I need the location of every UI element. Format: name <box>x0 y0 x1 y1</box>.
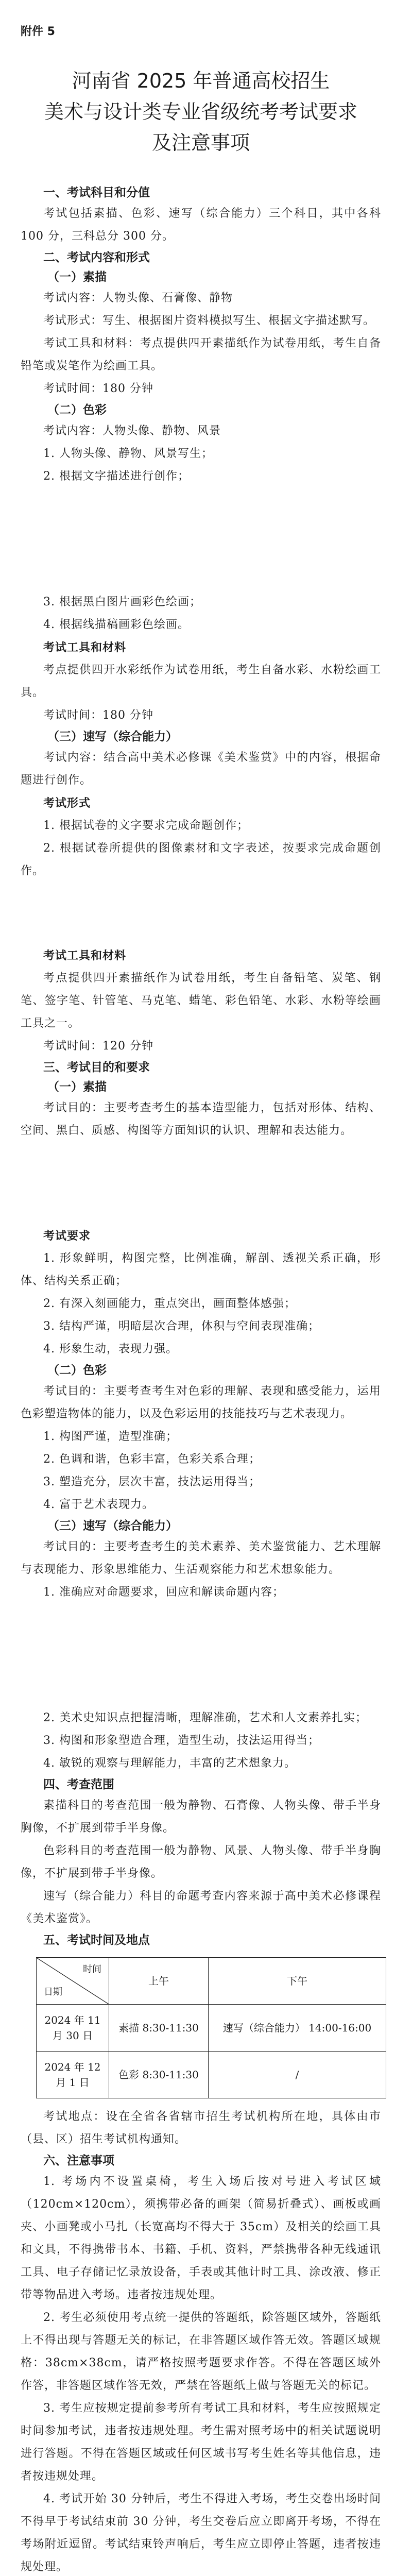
row2-date: 2024 年 12 月 1 日 <box>37 2052 109 2098</box>
title-line-3: 及注意事项 <box>151 131 250 154</box>
sec3-sketch-item-2: 2. 有深入刻画能力，重点突出，画面整体感强； <box>43 1297 296 1310</box>
sec2-sketch-form: 考试形式：写生、根据图片资料模拟写生、根据文字描述默写。 <box>43 314 375 327</box>
sec2-croquis-heading: （三）速写（综合能力） <box>47 730 178 743</box>
sec3-croquis-item-1: 1. 准确应对命题要求，回应和解读命题内容； <box>43 1586 284 1599</box>
sec3-sketch-item-4: 4. 形象生动，表现力强。 <box>43 1343 178 1355</box>
sec2-color-item-4: 4. 根据线描稿画彩色绘画。 <box>43 618 190 631</box>
section-1-heading: 一、考试科目和分值 <box>43 186 150 199</box>
section-3-heading: 三、考试目的和要求 <box>43 1061 150 1074</box>
corner-date-label: 日期 <box>44 1987 62 1997</box>
row2-pm: / <box>209 2052 386 2098</box>
sec2-croquis-time: 考试时间：120 分钟 <box>43 1040 153 1053</box>
row1-am: 素描 8:30-11:30 <box>109 2005 209 2052</box>
sec5-location: 考试地点：设在全省各省辖市招生考试机构所在地，具体由市（县、区）招生考试机构通知。 <box>21 2110 381 2146</box>
section-2-heading: 二、考试内容和形式 <box>43 251 150 264</box>
sec4-croquis: 速写（综合能力）科目的命题考查内容来源于高中美术必修课程《美术鉴赏》。 <box>21 1890 381 1925</box>
title-line-2: 美术与设计类专业省级统考考试要求 <box>44 100 357 123</box>
sec3-croquis-item-4: 4. 敏锐的观察与理解能力，丰富的艺术想象力。 <box>43 1757 296 1770</box>
exam-schedule-table <box>36 1957 386 2098</box>
sec6-item-3: 3. 考生应按规定提前参考所有考试工具和材料，考生应按照规定时间参加考试，违者按违规处理。考生需对照考场中的相关试题说明进行答题。不得在答题区域或任何区域书写考生姓名等其他信息，违者按违规处理。 <box>21 2402 381 2483</box>
section-5-heading: 五、考试时间及地点 <box>43 1934 150 1947</box>
sec3-color-heading: （二）色彩 <box>47 1364 107 1377</box>
sec2-croquis-tools: 考点提供四开素描纸作为试卷用纸，考生自备铅笔、炭笔、钢笔、签字笔、针管笔、马克笔、蜡笔、彩色铅笔、水彩、水粉等绘画工具之一。 <box>21 972 381 1030</box>
title-line-1: 河南省 2025 年普通高校招生 <box>72 70 330 92</box>
sec2-color-content: 考试内容：人物头像、静物、风景 <box>43 425 221 437</box>
row2-am: 色彩 8:30-11:30 <box>109 2052 209 2098</box>
sec6-item-1: 1. 考场内不设置桌椅，考生入场后按对号进入考试区域（120cm×120cm），须携带必备的画架（简易折叠式）、画板或画夹、小画凳或小马扎（长宽高均不得大于 35cm）及相关的绘画工具和文具，不得携带书本、书籍、手机、资料，严禁携带各种无线通讯工具、电子存储记忆录放设备，手表或其他计时工具、涂改液、修正带等物品进入考场。违者按违规处理。 <box>21 2175 381 2301</box>
table-corner-cell <box>37 1958 109 2005</box>
section-4-heading: 四、考查范围 <box>43 1778 114 1791</box>
sec3-color-item-2: 2. 色调和谐，色彩丰富，色彩关系合理； <box>43 1453 261 1466</box>
sec2-color-item-3: 3. 根据黑白图片画彩色绘画； <box>43 596 201 608</box>
sec2-sketch-tools: 考试工具和材料：考点提供四开素描纸作为试卷用纸，考生自备铅笔或炭笔作为绘画工具。 <box>21 337 381 372</box>
sec2-sketch-content: 考试内容：人物头像、石膏像、静物 <box>43 292 233 304</box>
sec3-color-purpose: 考试目的：主要考查考生对色彩的理解、表现和感受能力，运用色彩塑造物体的能力，以及色彩运用的技能技巧与艺术表现力。 <box>21 1385 381 1420</box>
sec4-sketch: 素描科目的考查范围一般为静物、石膏像、人物头像、带手半身胸像，不扩展到带手半身像。 <box>21 1799 381 1835</box>
sec2-croquis-tools-label: 考试工具和材料 <box>43 949 127 962</box>
sec2-sketch-heading: （一）素描 <box>47 270 107 284</box>
sec2-color-heading: （二）色彩 <box>47 403 107 417</box>
table-row <box>37 2005 386 2052</box>
corner-time-label: 时间 <box>83 1964 101 1975</box>
sec3-color-item-1: 1. 构图严谨，造型准确； <box>43 1430 178 1443</box>
sec2-color-item-1: 1. 人物头像、静物、风景写生； <box>43 447 213 460</box>
sec3-croquis-purpose: 考试目的：主要考查考生的美术素养、美术鉴赏能力、艺术理解与表现能力、形象思维能力、生活观察能力和艺术想象能力。 <box>21 1540 381 1576</box>
header-pm: 下午 <box>209 1958 386 2005</box>
sec2-color-tools-label: 考试工具和材料 <box>43 641 127 654</box>
sec2-sketch-time: 考试时间：180 分钟 <box>43 382 153 395</box>
header-am: 上午 <box>109 1958 209 2005</box>
sec3-sketch-item-3: 3. 结构严谨，明暗层次合理，体积与空间表现准确； <box>43 1320 320 1333</box>
section-1-body: 考试包括素描、色彩、速写（综合能力）三个科目，其中各科 100 分，三科总分 300 分。 <box>21 207 381 243</box>
sec2-croquis-item-2: 2. 根据试卷所提供的图像素材和文字表述，按要求完成命题创作。 <box>21 842 381 877</box>
sec2-color-tools: 考点提供四开水彩纸作为试卷用纸，考生自备水彩、水粉绘画工具。 <box>21 664 381 699</box>
sec3-croquis-heading: （三）速写（综合能力） <box>47 1519 178 1533</box>
sec4-color: 色彩科目的考查范围一般为静物、风景、人物头像、带手半身胸像，不扩展到带手半身像。 <box>21 1844 381 1880</box>
sec6-item-4: 4. 考试开始 30 分钟后，考生不得进入考场，考生交卷出场时间不得早于考试结束前 30 分钟，考生交卷后应立即离开考场，不得在考场附近逗留。考试结束铃声响后，考生应立即停止答题，违者按违规处理。 <box>21 2493 381 2573</box>
row1-pm: 速写（综合能力） 14:00-16:00 <box>209 2005 386 2052</box>
sec2-color-item-2: 2. 根据文字描述进行创作； <box>43 470 190 483</box>
sec3-croquis-item-3: 3. 构图和形象塑造合理，造型生动，技法运用得当； <box>43 1734 320 1747</box>
section-6-heading: 六、注意事项 <box>43 2154 114 2167</box>
document-title <box>21 65 381 158</box>
table-header-row <box>37 1958 386 2005</box>
sec2-color-time: 考试时间：180 分钟 <box>43 709 153 722</box>
sec2-croquis-item-1: 1. 根据试卷的文字要求完成命题创作； <box>43 819 249 832</box>
sec3-color-item-4: 4. 富于艺术表现力。 <box>43 1498 154 1511</box>
table-row <box>37 2052 386 2098</box>
sec2-croquis-content: 考试内容：结合高中美术必修课《美术鉴赏》中的内容，根据命题进行创作。 <box>21 751 381 787</box>
sec6-item-2: 2. 考生必须使用考点统一提供的答题纸，除答题区域外，答题纸上不得出现与答题无关的标记，在非答题区域作答无效。答题区域规格：38cm×38cm，请严格按照考题要求作答。不得在答题区域外作答，非答题区域作答无效，严禁在答题纸上做与答题无关的标记。 <box>21 2311 381 2392</box>
sec3-sketch-req-label: 考试要求 <box>43 1229 91 1243</box>
sec3-croquis-item-2: 2. 美术史知识点把握清晰，理解准确，艺术和人文素养扎实； <box>43 1711 367 1724</box>
sec3-color-item-3: 3. 塑造充分，层次丰富，技法运用得当； <box>43 1476 261 1488</box>
sec3-sketch-heading: （一）素描 <box>47 1080 107 1094</box>
row1-date: 2024 年 11 月 30 日 <box>37 2005 109 2052</box>
sec3-sketch-purpose: 考试目的：主要考查考生的基本造型能力，包括对形体、结构、空间、黑白、质感、构图等方面知识的认识、理解和表达能力。 <box>21 1101 381 1137</box>
attachment-label: 附件 5 <box>21 25 55 38</box>
sec3-sketch-item-1: 1. 形象鲜明，构图完整，比例准确，解剖、透视关系正确，形体、结构关系正确； <box>21 1252 381 1287</box>
sec2-croquis-form-label: 考试形式 <box>43 796 91 810</box>
